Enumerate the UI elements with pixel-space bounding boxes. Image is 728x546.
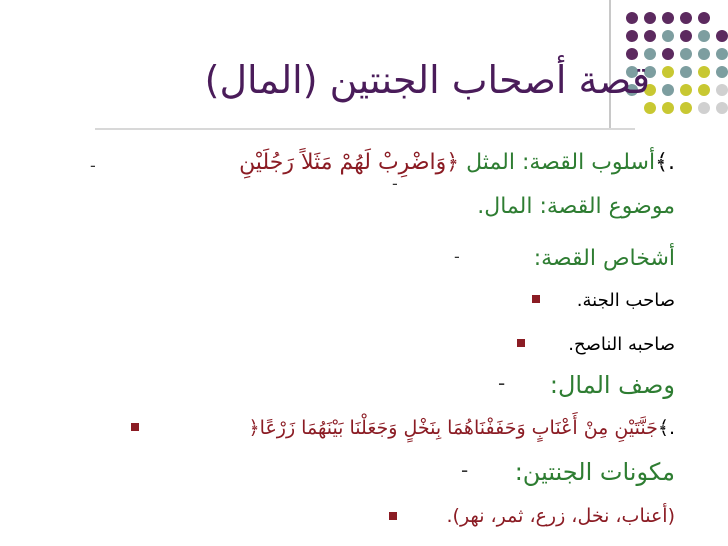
bullet-icon — [532, 295, 540, 303]
line-characters: أشخاص القصة: — [533, 246, 675, 271]
decor-dot — [626, 30, 638, 42]
decor-dot — [680, 12, 692, 24]
decor-dot — [716, 84, 728, 96]
decor-dot — [662, 102, 674, 114]
line-style-dot: .﴾ — [655, 150, 675, 175]
decor-dot — [698, 30, 710, 42]
decor-dot — [698, 102, 710, 114]
dash-marker: - — [90, 156, 96, 175]
line-style-verse: ﴿وَاضْرِبْ لَهُمْ مَثَلاً رَجُلَيْنِ — [239, 150, 460, 175]
bullet-icon — [517, 339, 525, 347]
bullet-icon — [131, 423, 139, 431]
decor-dot — [644, 102, 656, 114]
line-advisor: صاحبه الناصح. — [568, 334, 675, 355]
line-topic: موضوع القصة: المال. — [477, 194, 675, 219]
decor-dot — [698, 48, 710, 60]
decor-dot — [662, 30, 674, 42]
dash-marker: - — [461, 458, 469, 482]
line-style — [239, 150, 675, 175]
decor-dot — [626, 12, 638, 24]
decor-dot — [698, 66, 710, 78]
bullet-icon — [389, 512, 397, 520]
decor-dot — [680, 102, 692, 114]
decor-dot — [680, 84, 692, 96]
decor-dot — [680, 30, 692, 42]
line-verse-dot: .﴾ — [657, 417, 675, 439]
decor-dot — [680, 48, 692, 60]
decor-dot — [698, 12, 710, 24]
line-verse — [249, 417, 675, 439]
decor-dot — [698, 84, 710, 96]
decor-dot — [716, 102, 728, 114]
decor-dot — [716, 48, 728, 60]
line-components-list: (أعناب، نخل، زرع، ثمر، نهر). — [446, 505, 675, 527]
decor-dot — [680, 66, 692, 78]
decor-dot — [644, 12, 656, 24]
decor-dot — [716, 30, 728, 42]
line-wealth-desc: وصف المال: — [549, 371, 675, 399]
dash-marker: - — [498, 371, 506, 395]
dash-marker: - — [454, 247, 460, 266]
line-garden-owner: صاحب الجنة. — [576, 290, 675, 311]
dash-marker: - — [392, 174, 398, 193]
line-style-label: أسلوب القصة: المثل — [466, 150, 656, 175]
decor-dot — [662, 84, 674, 96]
line-components: مكونات الجنتين: — [514, 458, 675, 486]
line-verse-text: جَنَّتَيْنِ مِنْ أَعْنَابٍ وَحَفَفْنَاهُمَا بِنَخْلٍ وَجَعَلْنَا بَيْنَهُمَا زَرْعًا﴿ — [248, 417, 658, 439]
slide-title: قصة أصحاب الجنتين (المال) — [204, 58, 650, 102]
decor-dot — [644, 30, 656, 42]
decor-dot — [716, 66, 728, 78]
decor-dot — [662, 48, 674, 60]
decor-dot — [662, 66, 674, 78]
title-divider — [95, 128, 635, 130]
decor-dot — [662, 12, 674, 24]
